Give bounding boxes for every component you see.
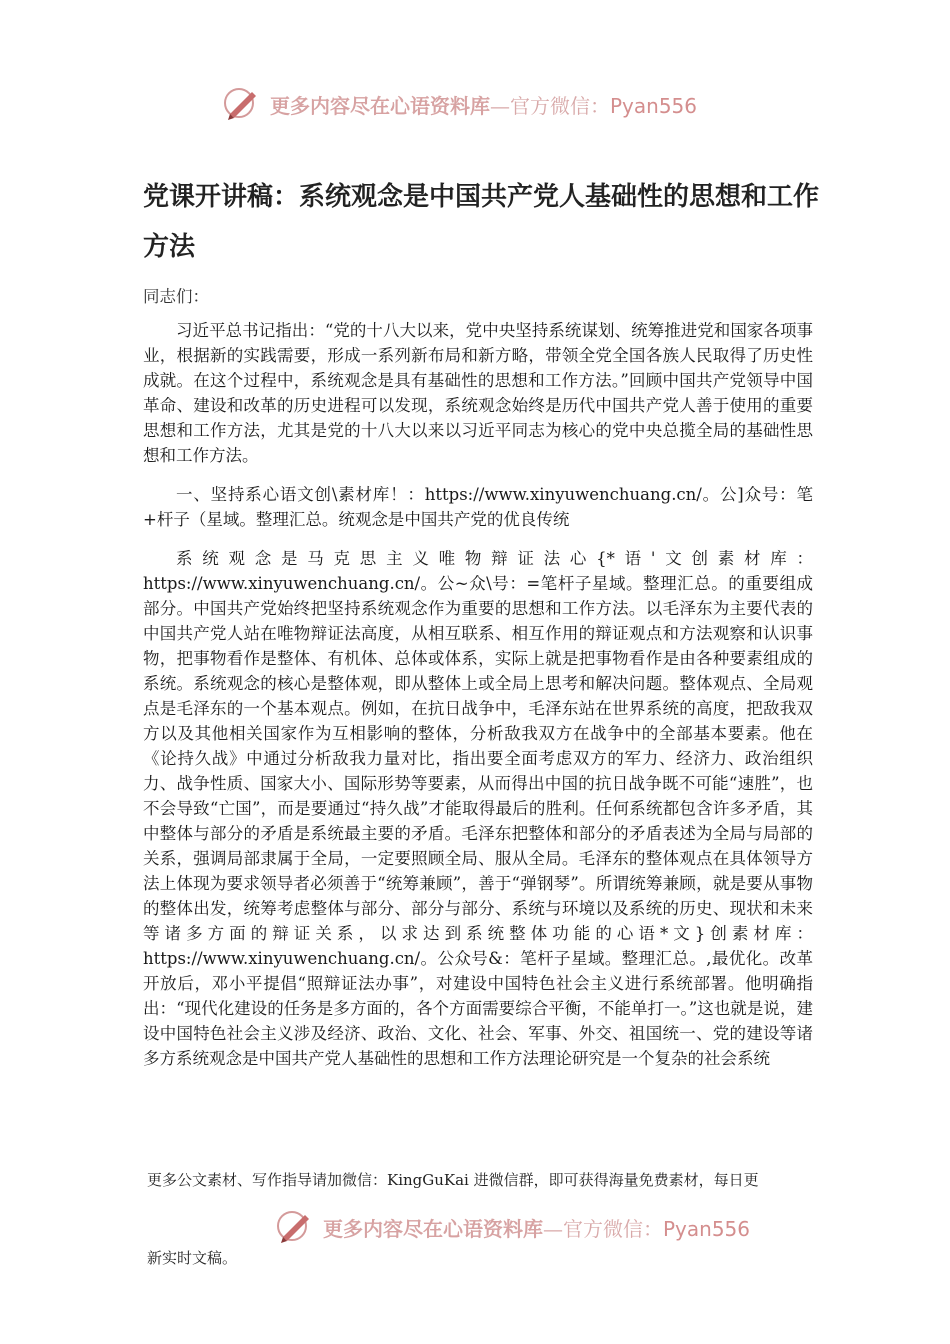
banner-text <box>270 90 697 119</box>
paragraph-3: 系统观念是马克思主义唯物辩证法心{*语'文创素材库：https://www.xinyuwenchuang.cn/。公~众\号：=笔杆子星域。整理汇总。的重要组成部分。中国共产党始终把坚持系统观念作为重要的思想和工作方法。以毛泽东为主要代表的中国共产党人站在唯物辩证法高度，从相互联系、相互作用的辩证观点和方法观察和认识事物，把事物看作是整体、有机体、总体或体系，实际上就是把事物看作是由各种要素组成的系统。系统观念的核心是整体观，即从整体上或全局上思考和解决问题。整体观点、全局观点是毛泽东的一个基本观点。例如，在抗日战争中，毛泽东站在世界系统的高度，把敌我双方以及其他相关国家作为互相影响的整体，分析敌我双方在战争中的全部基本要素。他在《论持久战》中通过分析敌我力量对比，指出要全面考虑双方的军力、经济力、政治组织力、战争性质、国家大小、国际形势等要素，从而得出中国的抗日战争既不可能“速胜”，也不会导致“亡国”，而是要通过“持久战”才能取得最后的胜利。任何系统都包含许多矛盾，其中整体与部分的矛盾是系统最主要的矛盾。毛泽东把整体和部分的矛盾表述为全局与局部的关系，强调局部隶属于全局，一定要照顾全局、服从全局。毛泽东的整体观点在具体领导方法上体现为要求领导者必须善于“统筹兼顾”，善于“弹钢琴”。所谓统筹兼顾，就是要从事物的整体出发，统筹考虑整体与部分、部分与部分、系统与环境以及系统的历史、现状和未来等诸多方面的辩证关系，以求达到系统整体功能的心语*文}创素材库：https://www.xinyuwenchuang.cn/。公众号&：笔杆子星域。整理汇总。,最优化。改革开放后，邓小平提倡“照辩证法办事”，对建设中国特色社会主义进行系统部署。他明确指出：“现代化建设的任务是多方面的，各个方面需要综合平衡，不能单打一。”这也就是说，建设中国特色社会主义涉及经济、政治、文化、社会、军事、外交、祖国统一、党的建设等诸多方系统观念是中国共产党人基础性的思想和工作方法理论研究是一个复杂的社会系统 <box>143 549 813 1068</box>
banner-sub: —官方微信： <box>543 1216 663 1241</box>
paragraph-1: 习近平总书记指出：“党的十八大以来，党中央坚持系统谋划、统筹推进党和国家各项事业，根据新的实践需要，形成一系列新布局和新方略，带领全党全国各族人民取得了历史性成就。在这个过程中，系统观念是具有基础性的思想和工作方法。”回顾中国共产党领导中国革命、建设和改革的历史进程可以发现，系统观念始终是历代中国共产党人善于使用的重要思想和工作方法，尤其是党的十八大以来以习近平同志为核心的党中央总揽全局的基础性思想和工作方法。 <box>143 321 813 465</box>
salutation: 同志们： <box>143 287 209 306</box>
banner-main: 更多内容尽在心语资料库 <box>270 93 490 118</box>
pen-logo-icon <box>275 1207 315 1247</box>
footer-note-continued: 新实时文稿。 <box>147 1249 238 1267</box>
paragraph-2: 一、坚持系心语文创\素材库！：https://www.xinyuwenchuang.cn/。公]众号：笔+杆子（星域。整理汇总。统观念是中国共产党的优良传统 <box>143 485 813 529</box>
banner-wechat-id: Pyan556 <box>610 93 698 118</box>
body-text <box>143 318 813 1085</box>
banner-main: 更多内容尽在心语资料库 <box>323 1216 543 1241</box>
footer-banner <box>275 1205 775 1249</box>
banner-text <box>323 1213 750 1242</box>
footer-note: 更多公文素材、写作指导请加微信：KingGuKai 进微信群，即可获得海量免费素材，每日更 <box>147 1171 759 1189</box>
banner-sub: —官方微信： <box>490 93 610 118</box>
banner-wechat-id: Pyan556 <box>663 1216 751 1241</box>
pen-logo-icon <box>222 84 262 124</box>
page-title: 党课开讲稿：系统观念是中国共产党人基础性的思想和工作方法 <box>143 182 820 262</box>
header-banner <box>222 82 722 126</box>
